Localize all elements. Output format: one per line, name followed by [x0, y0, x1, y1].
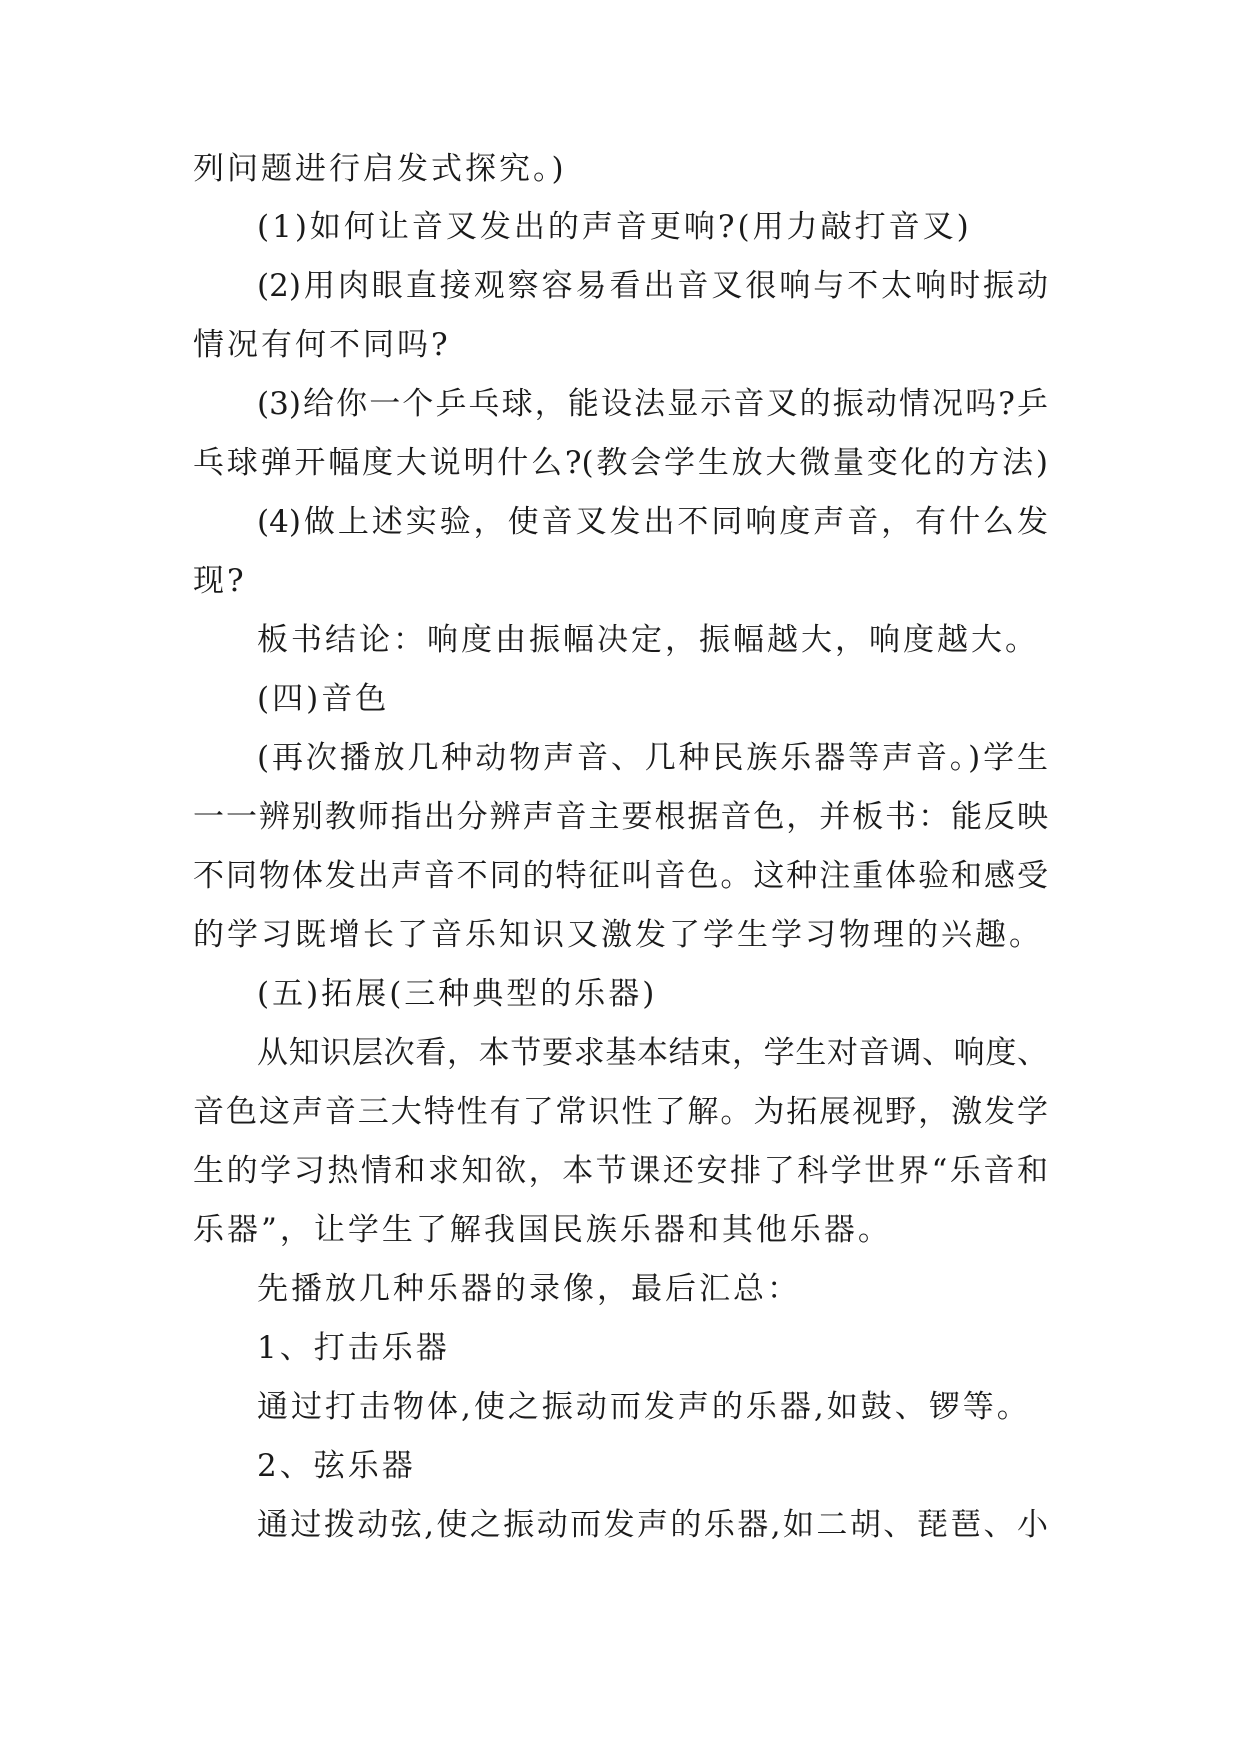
text-line: (2)用肉眼直接观察容易看出音叉很响与不太响时振动 [257, 268, 1048, 304]
text-line: 生的学习热情和求知欲，本节课还安排了科学世界“乐音和 [193, 1153, 1048, 1189]
text-line: (四)音色 [257, 681, 390, 717]
text-line: 1、打击乐器 [257, 1330, 450, 1366]
text-line: 现? [193, 563, 247, 599]
text-line: 从知识层次看，本节要求基本结束，学生对音调、响度、 [257, 1035, 1048, 1071]
text-line: (4)做上述实验，使音叉发出不同响度声音，有什么发 [257, 504, 1048, 540]
text-line: 音色这声音三大特性有了常识性了解。为拓展视野，激发学 [193, 1094, 1048, 1130]
text-line: 先播放几种乐器的录像，最后汇总： [257, 1271, 801, 1307]
text-line: (再次播放几种动物声音、几种民族乐器等声音。)学生 [257, 740, 1048, 776]
text-line: 的学习既增长了音乐知识又激发了学生学习物理的兴趣。 [193, 917, 1043, 953]
text-line: (五)拓展(三种典型的乐器) [257, 976, 658, 1012]
text-line: 列问题进行启发式探究。) [193, 151, 567, 187]
text-line: 通过拨动弦,使之振动而发声的乐器,如二胡、琵琶、小 [257, 1507, 1048, 1543]
text-line: 情况有何不同吗? [193, 327, 451, 363]
text-line: 通过打击物体,使之振动而发声的乐器,如鼓、锣等。 [257, 1389, 1031, 1425]
text-line: (1)如何让音叉发出的声音更响?(用力敲打音叉) [257, 209, 972, 245]
text-line: 板书结论：响度由振幅决定，振幅越大，响度越大。 [257, 622, 1039, 658]
text-line: 2、弦乐器 [257, 1448, 416, 1484]
text-line: 不同物体发出声音不同的特征叫音色。这种注重体验和感受 [193, 858, 1048, 894]
text-line: 乓球弹开幅度大说明什么?(教会学生放大微量变化的方法) [193, 445, 1048, 481]
text-line: 一一辨别教师指出分辨声音主要根据音色，并板书：能反映 [193, 799, 1048, 835]
text-line: (3)给你一个乒乓球，能设法显示音叉的振动情况吗?乒 [257, 386, 1048, 422]
text-line: 乐器”，让学生了解我国民族乐器和其他乐器。 [193, 1212, 892, 1248]
